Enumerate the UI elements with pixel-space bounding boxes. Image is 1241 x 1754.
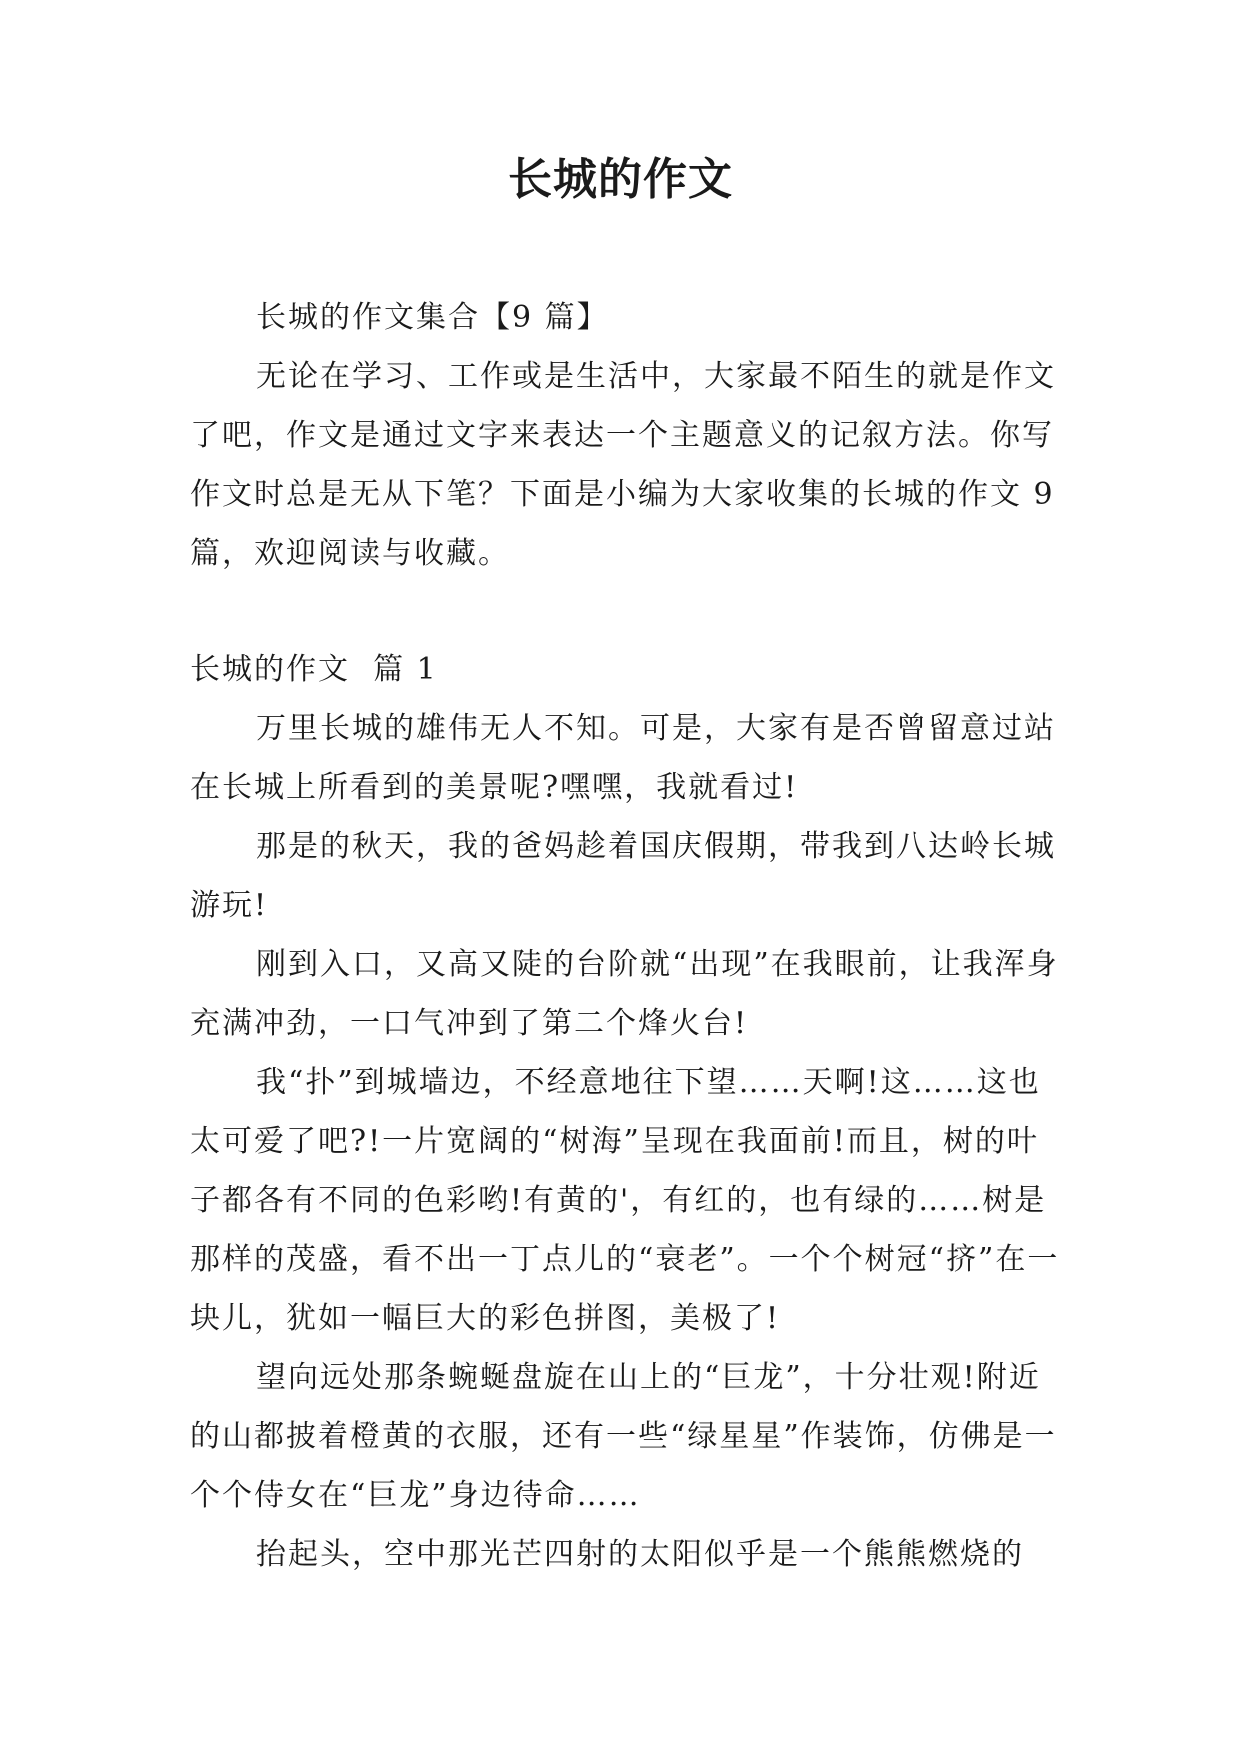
section-heading: 长城的作文 篇 1	[190, 652, 438, 687]
paragraph: 那是的秋天，我的爸妈趁着国庆假期，带我到八达岭长城游玩!	[190, 829, 1056, 923]
paragraph: 望向远处那条蜿蜒盘旋在山上的“巨龙”，十分壮观!附近的山都披着橙黄的衣服，还有一些“绿星星”作装饰，仿佛是一个个侍女在“巨龙”身边待命……	[190, 1360, 1057, 1513]
paragraph: 我“扑”到城墙边，不经意地往下望……天啊!这……这也太可爱了吧?!一片宽阔的“树海”呈现在我面前!而且，树的叶子都各有不同的色彩哟!有黄的'，有红的，也有绿的……树是那样的茂盛，看不出一丁点儿的“衰老”。一个个树冠“挤”在一块儿，犹如一幅巨大的彩色拼图，美极了!	[190, 1065, 1060, 1336]
paragraph: 刚到入口，又高又陡的台阶就“出现”在我眼前，让我浑身充满冲劲，一口气冲到了第二个烽火台!	[190, 947, 1059, 1041]
paragraph: 万里长城的雄伟无人不知。可是，大家有是否曾留意过站在长城上所看到的美景呢?嘿嘿，我就看过!	[190, 711, 1056, 805]
document-title: 长城的作文	[508, 154, 733, 205]
intro-block	[190, 288, 1070, 583]
subtitle: 长城的作文集合【9 篇】	[256, 300, 609, 335]
paragraph: 抬起头，空中那光芒四射的太阳似乎是一个熊熊燃烧的	[256, 1537, 1024, 1572]
section-1	[190, 640, 1070, 1584]
intro-paragraph: 无论在学习、工作或是生活中，大家最不陌生的就是作文了吧，作文是通过文字来表达一个主题意义的记叙方法。你写作文时总是无从下笔？下面是小编为大家收集的长城的作文 9 篇，欢迎阅读与收藏。	[190, 359, 1056, 571]
